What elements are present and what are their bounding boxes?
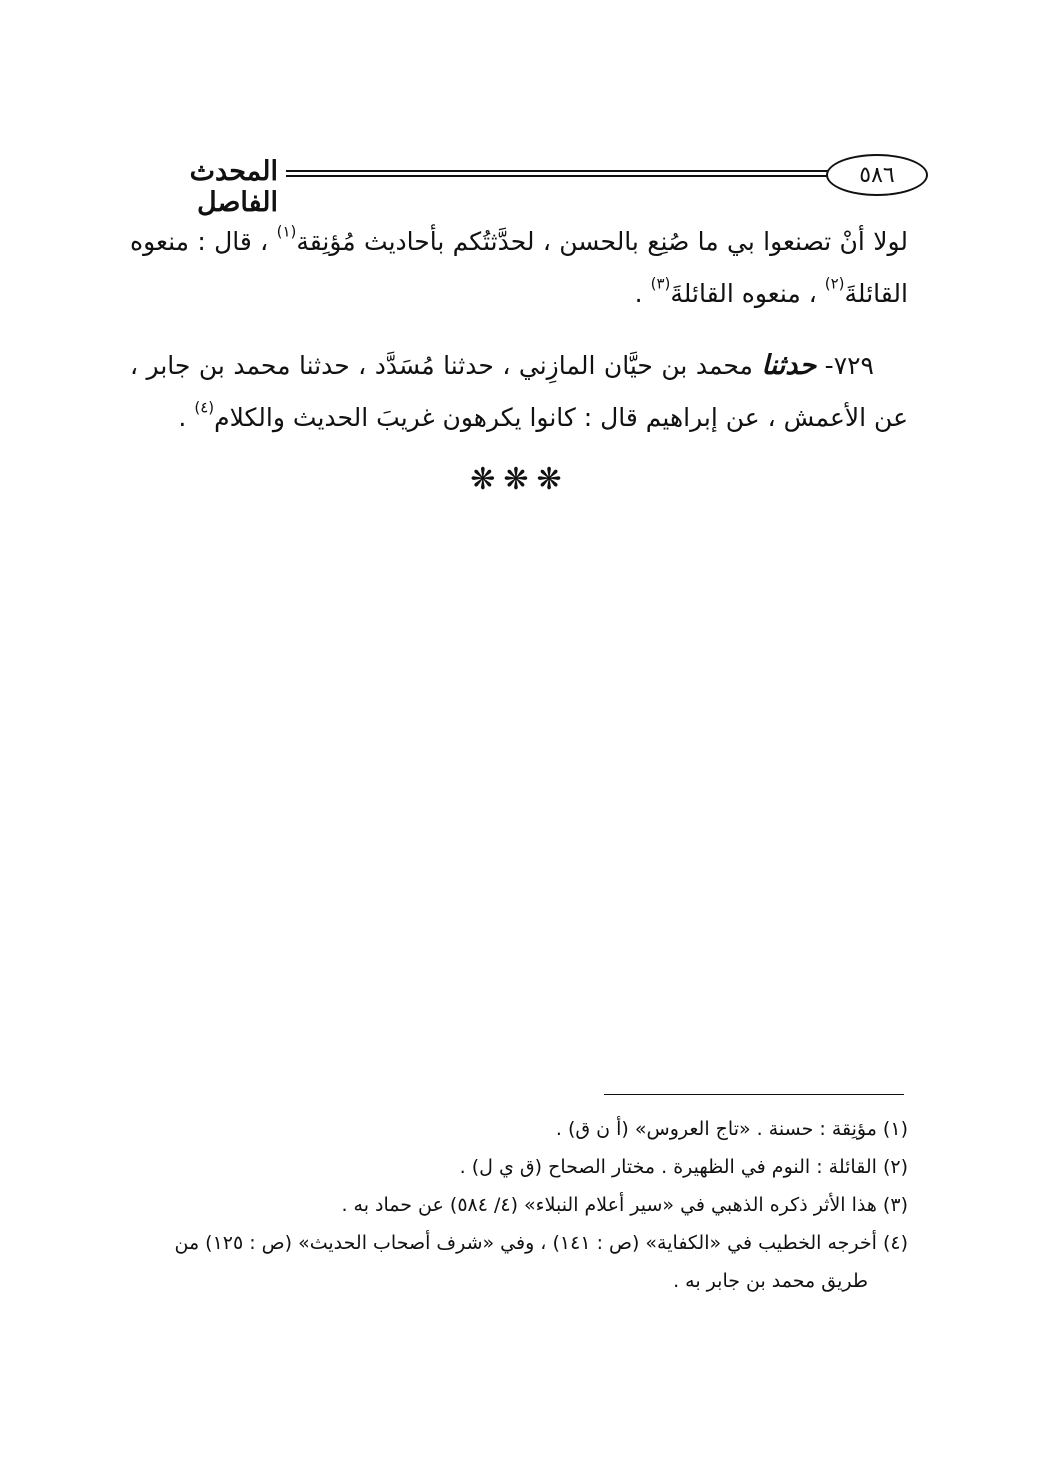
paragraph-text: ، قال : منعوه القائلةَ <box>130 227 908 308</box>
section-separator: ❋❋❋ <box>470 462 570 497</box>
footnote-marker-4: (٤) <box>194 398 215 417</box>
header-double-rule <box>286 170 828 177</box>
footnote-marker-3: (٣) <box>650 274 671 293</box>
hadith-paragraph <box>130 340 908 444</box>
paragraph-continuation <box>130 216 908 320</box>
footnote-marker-2: (٢) <box>824 274 845 293</box>
footnote-4-continuation: طريق محمد بن جابر به . <box>673 1270 868 1292</box>
haddathana-word: حدثنا <box>761 350 817 381</box>
paragraph-text: لولا أنْ تصنعوا بي ما صُنِع بالحسن ، لحدَّثتُكم بأحاديث مُؤنِقة <box>296 227 908 256</box>
footnote-2: (٢) القائلة : النوم في الظهيرة . مختار الصحاح (ق ي ل) . <box>459 1156 908 1178</box>
footnote-1: (١) مؤنِقة : حسنة . «تاج العروس» (أ ن ق) . <box>555 1118 908 1140</box>
footnote-marker-1: (١) <box>276 222 297 241</box>
paragraph-text: . <box>178 403 195 432</box>
paragraph-text: ، منعوه القائلةَ <box>670 279 825 308</box>
hadith-number: ٧٢٩- <box>816 351 874 380</box>
book-title: المحدث الفاصل <box>189 156 278 218</box>
page-number: ٥٨٦ <box>826 154 928 196</box>
paragraph-text: . <box>634 279 651 308</box>
page-header <box>130 150 908 218</box>
footnote-4: (٤) أخرجه الخطيب في «الكفاية» (ص : ١٤١) ، وفي «شرف أصحاب الحديث» (ص : ١٢٥) من <box>174 1232 908 1254</box>
paragraph-text: محمد بن حيَّان المازِني ، حدثنا مُسَدَّد ، حدثنا محمد بن جابر ، عن الأعمش ، عن إبراهيم قال : كانوا يكرهون غريبَ الحديث والكلام <box>130 351 908 432</box>
footnote-divider <box>604 1094 904 1095</box>
footnotes-section <box>130 1110 908 1300</box>
footnote-3: (٣) هذا الأثر ذكره الذهبي في «سير أعلام النبلاء» (٤/ ٥٨٤) عن حماد به . <box>341 1194 908 1216</box>
